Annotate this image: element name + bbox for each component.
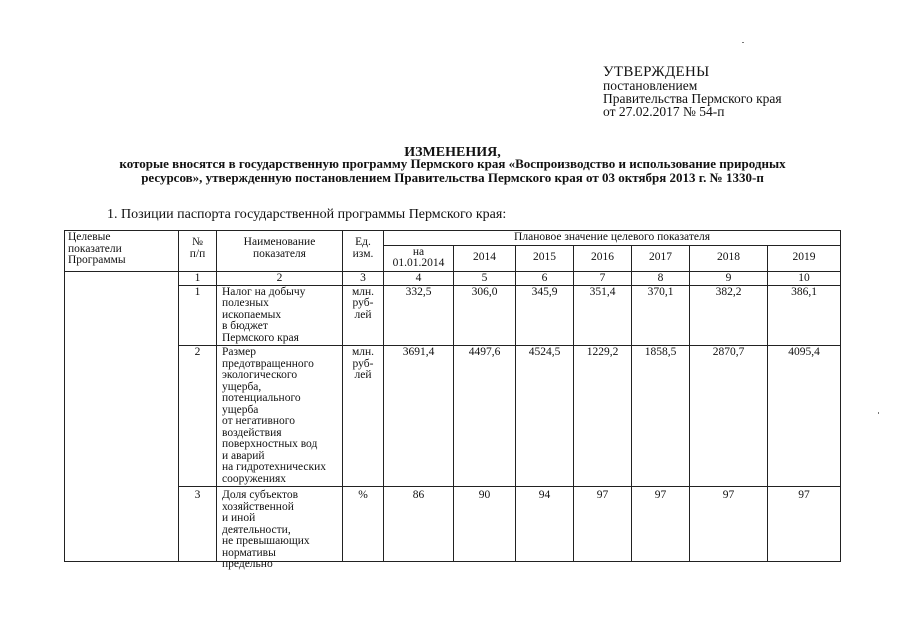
document-title: ИЗМЕНЕНИЯ,	[404, 145, 501, 160]
approval-title: УТВЕРЖДЕНЫ	[603, 64, 710, 80]
value-cell: 4497,6	[454, 346, 516, 487]
header-goal: Целевые показатели Программы	[65, 231, 179, 272]
header-name: Наименование показателя	[217, 231, 343, 272]
column-number: 3	[343, 271, 384, 285]
table-header-row	[65, 231, 841, 246]
value-cell: 97	[574, 487, 632, 562]
value-cell: 94	[516, 487, 574, 562]
value-cell: 1229,2	[574, 346, 632, 487]
empty-cell	[65, 271, 179, 285]
table-row	[65, 285, 841, 346]
indicators-table	[64, 230, 841, 570]
header-year: 2014	[454, 245, 516, 271]
value-cell: 345,9	[516, 285, 574, 346]
value-cell: 97	[768, 487, 841, 562]
value-cell: 3691,4	[384, 346, 454, 487]
column-number: 1	[179, 271, 217, 285]
value-cell: 86	[384, 487, 454, 562]
value-cell: 382,2	[690, 285, 768, 346]
header-year: 2016	[574, 245, 632, 271]
value-cell: 4095,4	[768, 346, 841, 487]
scan-speck	[742, 42, 744, 43]
header-year: 2018	[690, 245, 768, 271]
header-year: 2019	[768, 245, 841, 271]
header-no: № п/п	[179, 231, 217, 272]
value-cell: 386,1	[768, 285, 841, 346]
table-row	[65, 487, 841, 562]
column-number: 4	[384, 271, 454, 285]
column-number: 5	[454, 271, 516, 285]
value-cell: 370,1	[632, 285, 690, 346]
header-year: 2017	[632, 245, 690, 271]
unit: %	[343, 487, 384, 562]
row-number: 3	[179, 487, 217, 562]
column-number: 9	[690, 271, 768, 285]
approval-line: постановлением	[603, 78, 698, 93]
indicator-name: Доля субъектов хозяйственной и иной деятельности, не превышающих нормативы предельно	[217, 487, 343, 562]
header-unit: Ед. изм.	[343, 231, 384, 272]
value-cell: 97	[632, 487, 690, 562]
value-cell: 2870,7	[690, 346, 768, 487]
column-number: 8	[632, 271, 690, 285]
unit: млн. руб- лей	[343, 285, 384, 346]
scan-speck	[878, 412, 879, 414]
header-year: 2015	[516, 245, 574, 271]
approval-line: Правительства Пермского края	[603, 91, 782, 106]
unit: млн. руб- лей	[343, 346, 384, 487]
column-number: 10	[768, 271, 841, 285]
value-cell: 332,5	[384, 285, 454, 346]
value-cell: 1858,5	[632, 346, 690, 487]
table-row	[65, 346, 841, 487]
row-number: 2	[179, 346, 217, 487]
column-number: 6	[516, 271, 574, 285]
value-cell: 90	[454, 487, 516, 562]
value-cell: 97	[690, 487, 768, 562]
subtitle-line: ресурсов», утвержденную постановлением Правительства Пермского края от 03 октября 2013 г. № 1330-п	[141, 170, 764, 185]
indicator-name: Налог на добычу полезных ископаемых в бюджет Пермского края	[217, 285, 343, 346]
column-number: 2	[217, 271, 343, 285]
empty-cell	[65, 285, 179, 562]
document-subtitle	[0, 157, 905, 185]
value-cell: 4524,5	[516, 346, 574, 487]
indicator-name: Размер предотвращенного экологического ущерба, потенциального ущерба от негативного воздействия поверхностных вод и аварий на гидротехнических сооружениях	[217, 346, 343, 487]
approval-line: от 27.02.2017 № 54-п	[603, 104, 725, 119]
column-number: 7	[574, 271, 632, 285]
column-numbers-row	[65, 271, 841, 285]
section-heading: 1. Позиции паспорта государственной программы Пермского края:	[107, 207, 507, 222]
subtitle-line: которые вносятся в государственную программу Пермского края «Воспроизводство и использование природных	[119, 156, 786, 171]
value-cell: 351,4	[574, 285, 632, 346]
approval-stamp	[603, 66, 782, 118]
header-planned: Плановое значение целевого показателя	[384, 231, 841, 246]
header-year: на 01.01.2014	[384, 245, 454, 271]
row-number: 1	[179, 285, 217, 346]
value-cell: 306,0	[454, 285, 516, 346]
